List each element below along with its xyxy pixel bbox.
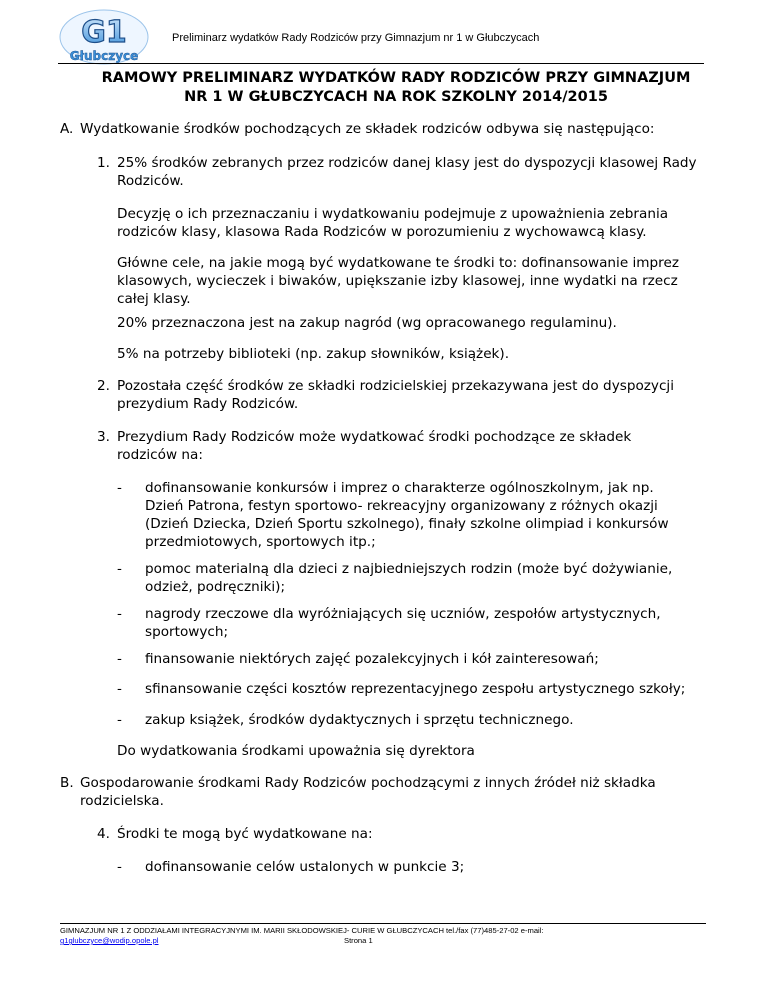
page-footer xyxy=(60,926,706,946)
item-3-bullet-5: sfinansowanie części kosztów reprezentacyjnego zespołu artystycznego szkoły; xyxy=(145,681,686,697)
item-1-paragraph-library: 5% na potrzeby biblioteki (np. zakup słowników, książek). xyxy=(117,346,510,362)
item-3-bullet-3: nagrody rzeczowe dla wyróżniających się uczniów, zespołów artystycznych, sportowych; xyxy=(145,606,661,640)
item-1-paragraph-decision: Decyzję o ich przeznaczaniu i wydatkowaniu podejmuje z upoważnienia zebrania rodziców klasy, klasowa Rada Rodziców w porozumieniu z wychowawcą klasy. xyxy=(117,206,669,240)
document-title-line-1: RAMOWY PRELIMINARZ WYDATKÓW RADY RODZICÓW PRZY GIMNAZJUM xyxy=(101,70,691,86)
bullet-dash: - xyxy=(117,712,122,728)
logo-subtext: Głubczyce xyxy=(69,49,139,63)
document-title xyxy=(90,69,702,107)
item-2-text: Pozostała część środków ze składki rodzicielskiej przekazywana jest do dyspozycji prezydium Rady Rodziców. xyxy=(117,378,674,412)
item-2-number: 2. xyxy=(97,378,110,394)
document-title-line-2: NR 1 W GŁUBCZYCACH NA ROK SZKOLNY 2014/2015 xyxy=(184,89,608,105)
header-divider xyxy=(58,63,704,64)
bullet-dash: - xyxy=(117,651,122,667)
item-3-text: Prezydium Rady Rodziców może wydatkować środki pochodzące ze składek rodziców na: xyxy=(117,429,632,463)
footer-divider xyxy=(60,923,706,924)
section-b-heading: Gospodarowanie środkami Rady Rodziców pochodzącymi z innych źródeł niż składka rodzicielska. xyxy=(80,775,656,809)
item-1-paragraph-goals: Główne cele, na jakie mogą być wydatkowane te środki to: dofinansowanie imprez klasowych, wycieczek i biwaków, upiększanie izby klasowej, inne wydatki na rzecz całej klasy. xyxy=(117,255,679,307)
footer-email-link[interactable]: g1glubczyce@wodip.opole.pl xyxy=(60,936,159,945)
page-number: Strona 1 xyxy=(344,936,373,945)
item-3-number: 3. xyxy=(97,429,110,445)
section-a-heading: Wydatkowanie środków pochodzących ze składek rodziców odbywa się następująco: xyxy=(80,121,655,137)
bullet-dash: - xyxy=(117,681,122,697)
section-b-label: B. xyxy=(60,775,74,791)
header-title: Preliminarz wydatków Rady Rodziców przy Gimnazjum nr 1 w Głubczycach xyxy=(172,32,540,44)
bullet-dash: - xyxy=(117,561,122,577)
item-3-bullet-2: pomoc materialną dla dzieci z najbiedniejszych rodzin (może być dożywianie, odzież, podręczniki); xyxy=(145,561,673,595)
school-logo xyxy=(58,8,150,66)
item-3-bullet-1: dofinansowanie konkursów i imprez o charakterze ogólnoszkolnym, jak np. Dzień Patrona, festyn sportowo- rekreacyjny organizowany z różnych okazji (Dzień Dziecka, Dzień Sportu szkolnego), finały szkolne olimpiad i konkursów przedmiotowych, sportowych itp.; xyxy=(145,480,669,550)
item-4-number: 4. xyxy=(97,826,110,842)
logo-g1-text: G1 xyxy=(81,15,127,50)
section-a-label: A. xyxy=(60,121,74,137)
bullet-dash: - xyxy=(117,480,122,496)
item-4-bullet-1: dofinansowanie celów ustalonych w punkcie 3; xyxy=(145,859,465,875)
item-4-text: Środki te mogą być wydatkowane na: xyxy=(117,826,373,842)
item-1-number: 1. xyxy=(97,155,110,171)
footer-address: GIMNAZJUM NR 1 Z ODDZIAŁAMI INTEGRACYJNYMI IM. MARII SKŁODOWSKIEJ- CURIE W GŁUBCZYCACH tel./fax (77)485-27-02 e-mail: xyxy=(60,926,544,935)
bullet-dash: - xyxy=(117,606,122,622)
item-1-text: 25% środków zebranych przez rodziców danej klasy jest do dyspozycji klasowej Rady Rodziców. xyxy=(117,155,697,189)
item-1-paragraph-awards: 20% przeznaczona jest na zakup nagród (wg opracowanego regulaminu). xyxy=(117,315,617,331)
item-3-bullet-6: zakup książek, środków dydaktycznych i sprzętu technicznego. xyxy=(145,712,574,728)
item-3-closing: Do wydatkowania środkami upoważnia się dyrektora xyxy=(117,743,475,759)
bullet-dash: - xyxy=(117,859,122,875)
item-3-bullet-4: finansowanie niektórych zajęć pozalekcyjnych i kół zainteresowań; xyxy=(145,651,599,667)
